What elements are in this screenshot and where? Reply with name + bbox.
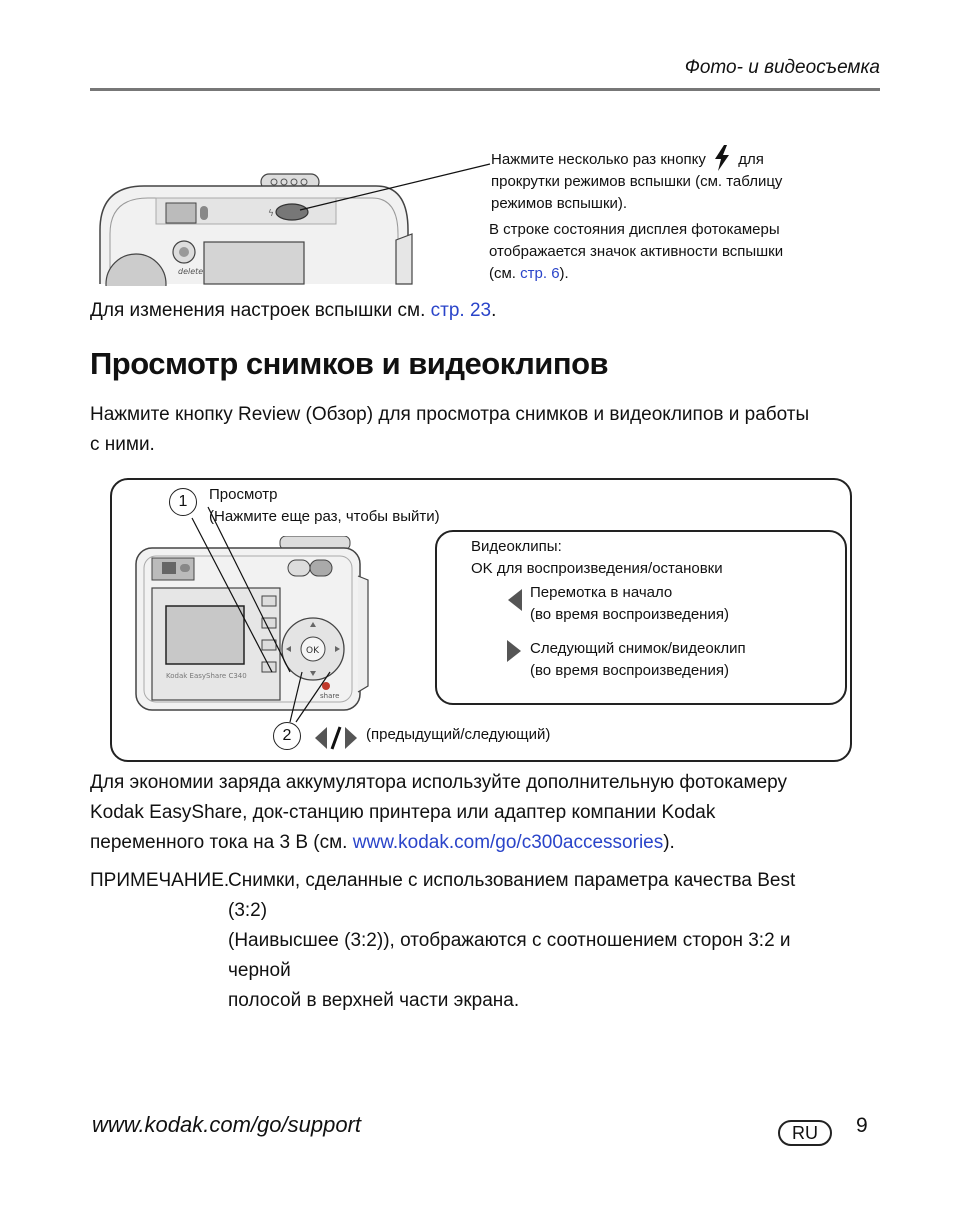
flash-settings-paragraph: Для изменения настроек вспышки см. стр. 23. <box>90 300 497 321</box>
rewind-hint: (во время воспроизведения) <box>530 606 729 623</box>
delete-label: delete <box>178 267 204 276</box>
intro-line1: Нажмите кнопку Review (Обзор) для просмотра снимков и видеоклипов и работы <box>90 404 810 425</box>
status-callout-line1: В строке состояния дисплея фотокамеры <box>489 221 780 238</box>
page-23-link[interactable]: стр. 23 <box>430 300 492 321</box>
flash-callout-line2: прокрутки режимов вспышки (см. таблицу <box>491 173 783 190</box>
video-title: Видеоклипы: <box>471 538 562 555</box>
prev-next-arrows-icon <box>313 724 359 752</box>
status-callout-line2: отображается значок активности вспышки <box>489 243 784 260</box>
battery-line2: Kodak EasyShare, док-станцию принтера или адаптер компании Kodak <box>90 802 716 823</box>
rewind-label: Перемотка в начало <box>530 584 673 601</box>
video-ok-hint: OK для воспроизведения/остановки <box>471 560 723 577</box>
note-line1: Снимки, сделанные с использованием параметра качества Best (3:2) <box>228 870 796 921</box>
note-line2: (Наивысшее (3:2)), отображаются с соотношением сторон 3:2 и черной <box>228 930 791 981</box>
flash-callout-text-a: Нажмите несколько раз кнопку <box>491 151 706 168</box>
video-controls-text <box>471 536 723 580</box>
svg-text:ϟ: ϟ <box>268 209 274 219</box>
accessories-link[interactable]: www.kodak.com/go/c300accessories <box>352 832 664 853</box>
note-label: ПРИМЕЧАНИЕ. <box>90 870 230 891</box>
prev-next-label: (предыдущий/следующий) <box>366 726 551 743</box>
next-arrow-icon <box>507 640 521 662</box>
language-badge: RU <box>778 1120 832 1146</box>
page-number: 9 <box>856 1114 868 1137</box>
camera-brand-label: Kodak EasyShare C340 <box>166 672 247 680</box>
callout-number-1: 1 <box>169 488 197 516</box>
page-6-link[interactable]: стр. 6 <box>520 265 560 282</box>
rewind-callout <box>530 582 729 626</box>
battery-line1: Для экономии заряда аккумулятора используйте дополнительную фотокамеру <box>90 772 787 793</box>
next-hint: (во время воспроизведения) <box>530 662 729 679</box>
share-label: share <box>320 692 340 700</box>
flash-callout-text-b: для <box>738 151 764 168</box>
note-line3: полосой в верхней части экрана. <box>228 990 520 1011</box>
next-label: Следующий снимок/видеоклип <box>530 640 746 657</box>
review-callout <box>209 484 440 528</box>
review-label: Просмотр <box>209 486 278 503</box>
review-hint: (Нажмите еще раз, чтобы выйти) <box>209 508 440 525</box>
battery-line3: переменного тока на 3 В (см. www.kodak.com/go/c300accessories). <box>90 832 675 853</box>
next-callout <box>530 638 746 682</box>
running-header: Фото- и видеосъемка <box>684 57 880 78</box>
rewind-arrow-icon <box>508 589 522 611</box>
note-text <box>228 866 838 1016</box>
intro-line2: с ними. <box>90 434 155 455</box>
flash-callout-line3: режимов вспышки). <box>491 195 628 212</box>
status-callout-line3: (см. стр. 6). <box>489 265 569 282</box>
battery-paragraph <box>90 768 787 858</box>
callout-number-2: 2 <box>273 722 301 750</box>
footer-support-url[interactable]: www.kodak.com/go/support <box>92 1112 362 1137</box>
section-title: Просмотр снимков и видеоклипов <box>90 346 609 381</box>
ok-label: OK <box>306 646 319 656</box>
